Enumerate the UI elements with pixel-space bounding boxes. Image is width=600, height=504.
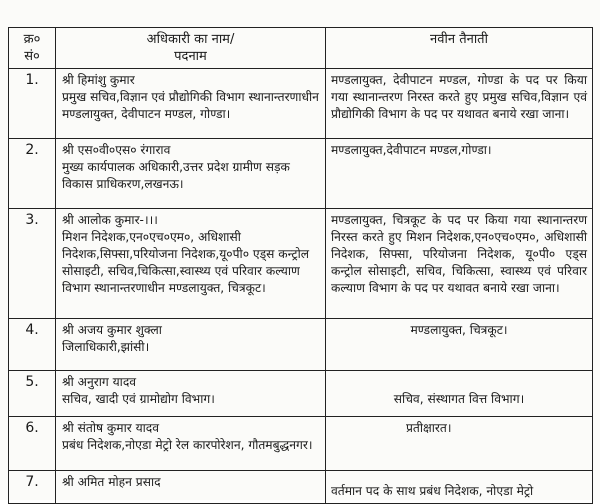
officer-cell (56, 371, 326, 417)
posting-cell: मण्डलायुक्त, चित्रकूट। (326, 319, 593, 371)
officer-cell (56, 139, 326, 209)
serial-header (9, 28, 56, 69)
posting-cell (326, 371, 593, 417)
officer-cell (56, 69, 326, 139)
officer-name: श्री एस०वी०एस० रंगाराव (62, 143, 171, 157)
officer-header (56, 28, 326, 69)
officer-designation: मिशन निदेशक,एन०एच०एम०, अधिशासी निदेशक,सिफ्सा,परियोजना निदेशक,यू०पी० एड्स कन्ट्रोल सोसाइटी, सचिव,चिकित्सा,स्वास्थ्य एवं परिवार कल्याण विभाग स्थानान्तरणाधीन मण्डलायुक्त, चित्रकूट। (62, 230, 310, 295)
officer-cell (56, 319, 326, 371)
posting-cell: मण्डलायुक्त, चित्रकूट के पद पर किया गया स्थानान्तरण निरस्त करते हुए मिशन निदेशक,एन०एच०एम०, अधिशासी निदेशक, सिफ्सा, परियोजना निदेशक, यू०पी० एड्स कन्ट्रोल सोसाइटी, सचिव, चिकित्सा, स्वास्थ्य एवं परिवार कल्याण विभाग के पद पर यथावत बनाये रखा जाना। (326, 209, 593, 319)
serial-cell: 1. (9, 69, 56, 139)
officer-header-line1: अधिकारी का नाम/ (146, 32, 235, 47)
serial-cell: 2. (9, 139, 56, 209)
officer-name: श्री अनुराग यादव (62, 375, 137, 389)
posting-text: सचिव, संस्थागत वित्त विभाग। (393, 392, 525, 406)
posting-header (326, 28, 593, 69)
serial-header-line2: सं० (24, 49, 40, 64)
officer-designation: सचिव, खादी एवं ग्रामोद्योग विभाग। (62, 392, 215, 406)
serial-header-line1: क्र० (23, 32, 41, 47)
table-header-row (9, 28, 593, 69)
table-row (9, 371, 593, 417)
officer-designation: जिलाधिकारी,झांसी। (62, 340, 150, 354)
posting-cell (326, 471, 593, 504)
serial-cell: 6. (9, 417, 56, 471)
posting-text: वर्तमान पद के साथ प्रबंध निदेशक, नोएडा मेट्रो (331, 484, 534, 498)
officer-designation: प्रमुख सचिव,विज्ञान एवं प्रौद्योगिकी विभाग स्थानान्तरणाधीन मण्डलायुक्त, देवीपाटन मण्डल, गोण्डा। (62, 90, 319, 121)
officer-designation: प्रबंध निदेशक,नोएडा मेट्रो रेल कारपोरेशन, गौतमबुद्धनगर। (62, 438, 313, 452)
posting-header-text: नवीन तैनाती (430, 32, 488, 47)
table-row (9, 319, 593, 371)
officer-header-line2: पदनाम (174, 49, 207, 64)
posting-text: प्रतीक्षारत। (406, 421, 452, 435)
officer-name: श्री हिमांशु कुमार (62, 73, 135, 87)
serial-cell: 5. (9, 371, 56, 417)
transfer-table (8, 27, 593, 504)
table-row (9, 417, 593, 471)
table-row (9, 139, 593, 209)
officer-cell (56, 417, 326, 471)
table-row (9, 69, 593, 139)
posting-cell: मण्डलायुक्त, देवीपाटन मण्डल, गोण्डा के पद पर किया गया स्थानान्तरण निरस्त करते हुए प्रमुख सचिव,विज्ञान एवं प्रौद्योगिकी विभाग के पद पर यथावत बनाये रखा जाना। (326, 69, 593, 139)
officer-name: श्री संतोष कुमार यादव (62, 421, 160, 435)
officer-cell (56, 471, 326, 504)
officer-cell (56, 209, 326, 319)
serial-cell: 4. (9, 319, 56, 371)
table-row (9, 471, 593, 504)
posting-cell: मण्डलायुक्त,देवीपाटन मण्डल,गोण्डा। (326, 139, 593, 209)
table-row (9, 209, 593, 319)
officer-name: श्री अमित मोहन प्रसाद (62, 475, 161, 489)
officer-designation: मुख्य कार्यपालक अधिकारी,उत्तर प्रदेश ग्रामीण सड़क विकास प्राधिकरण,लखनऊ। (62, 160, 290, 191)
officer-name: श्री आलोक कुमार-।।। (62, 213, 158, 227)
officer-name: श्री अजय कुमार शुक्ला (62, 323, 162, 337)
serial-cell: 7. (9, 471, 56, 504)
serial-cell: 3. (9, 209, 56, 319)
posting-cell (326, 417, 593, 471)
